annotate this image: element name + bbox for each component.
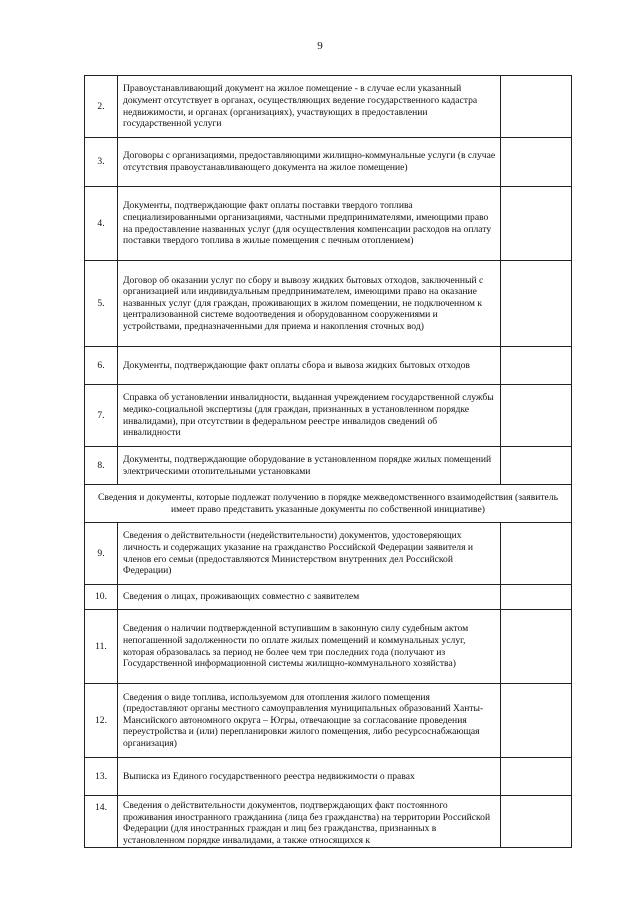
row-number: 5.	[85, 261, 118, 347]
table-row	[85, 684, 572, 758]
row-blank-cell	[501, 758, 572, 796]
documents-table	[84, 75, 572, 848]
row-blank-cell	[501, 261, 572, 347]
page-number: 9	[317, 40, 323, 52]
table-row	[85, 385, 572, 447]
table-row	[85, 523, 572, 585]
row-number: 4.	[85, 187, 118, 261]
row-number: 11.	[85, 610, 118, 684]
row-blank-cell	[501, 347, 572, 385]
table-row	[85, 585, 572, 610]
table-row	[85, 261, 572, 347]
row-blank-cell	[501, 447, 572, 485]
table-row	[85, 610, 572, 684]
table-row	[85, 76, 572, 138]
row-text: Документы, подтверждающие оборудование в установленном порядке жилых помещений электрическими отопительными установками	[118, 447, 501, 485]
row-text: Документы, подтверждающие факт оплаты поставки твердого топлива специализированными организациями, частными предпринимателями, имеющими право на предоставление названных услуг (для осуществления компенсации расходов на оплату поставки твердого топлива в жилые помещения с печным отоплением)	[118, 187, 501, 261]
row-text: Сведения о действительности (недействительности) документов, удостоверяющих личность и содержащих указание на гражданство Российской Федерации заявителя и членов его семьи (предоставляются Министерством внутренних дел Российской Федерации)	[118, 523, 501, 585]
row-number: 6.	[85, 347, 118, 385]
row-blank-cell	[501, 138, 572, 187]
table-row	[85, 347, 572, 385]
row-text: Договоры с организациями, предоставляющими жилищно-коммунальные услуги (в случае отсутствия правоустанавливающего документа на жилое помещение)	[118, 138, 501, 187]
row-number: 9.	[85, 523, 118, 585]
row-text: Документы, подтверждающие факт оплаты сбора и вывоза жидких бытовых отходов	[118, 347, 501, 385]
row-blank-cell	[501, 585, 572, 610]
table-row	[85, 187, 572, 261]
row-text: Сведения о наличии подтвержденной вступившим в законную силу судебным актом непогашенной задолженности по оплате жилых помещений и коммунальных услуг, которая образовалась за период не более чем три последних года (получают из Государственной информационной системы жилищно-коммунального хозяйства)	[118, 610, 501, 684]
row-blank-cell	[501, 76, 572, 138]
row-text: Сведения о лицах, проживающих совместно с заявителем	[118, 585, 501, 610]
row-blank-cell	[501, 187, 572, 261]
row-blank-cell	[501, 684, 572, 758]
row-blank-cell	[501, 610, 572, 684]
row-blank-cell	[501, 796, 572, 848]
row-text: Договор об оказании услуг по сбору и вывозу жидких бытовых отходов, заключенный с организацией или индивидуальным предпринимателем, имеющими право на оказание названных услуг (для граждан, проживающих в жилом помещении, не подключенном к централизованной системе водоотведения и оборудованном сооружениями и устройствами, предназначенными для приема и накопления сточных вод)	[118, 261, 501, 347]
row-number: 3.	[85, 138, 118, 187]
row-number: 12.	[85, 684, 118, 758]
row-blank-cell	[501, 523, 572, 585]
row-text: Выписка из Единого государственного реестра недвижимости о правах	[118, 758, 501, 796]
table-row	[85, 796, 572, 848]
table-row	[85, 138, 572, 187]
row-text: Сведения о действительности документов, подтверждающих факт постоянного проживания иностранного гражданина (лица без гражданства) на территории Российской Федерации (для иностранных граждан и лиц без гражданства, признанных в установленном порядке инвалидами, а также относящихся к	[118, 796, 501, 848]
row-number: 13.	[85, 758, 118, 796]
section-header: Сведения и документы, которые подлежат получению в порядке межведомственного взаимодействия (заявитель имеет право представить указанные документы по собственной инициативе)	[85, 485, 572, 523]
section-header-row	[85, 485, 572, 523]
row-number: 2.	[85, 76, 118, 138]
row-text: Сведения о виде топлива, используемом для отопления жилого помещения (предоставляют органы местного самоуправления муниципальных образований Ханты-Мансийского автономного округа – Югры, отвечающие за согласование проведения переустройства и (или) перепланировки жилого помещения, либо ресурсоснабжающая организация)	[118, 684, 501, 758]
row-number: 7.	[85, 385, 118, 447]
row-number: 10.	[85, 585, 118, 610]
table-row	[85, 447, 572, 485]
row-number: 14.	[85, 796, 118, 848]
row-blank-cell	[501, 385, 572, 447]
row-text: Справка об установлении инвалидности, выданная учреждением государственной службы медико-социальной экспертизы (для граждан, признанных в установленном порядке инвалидами), при отсутствии в федеральном реестре инвалидов сведений об инвалидности	[118, 385, 501, 447]
row-number: 8.	[85, 447, 118, 485]
table-row	[85, 758, 572, 796]
row-text: Правоустанавливающий документ на жилое помещение - в случае если указанный документ отсутствует в органах, осуществляющих ведение государственного кадастра недвижимости, и органах (организациях), участвующих в предоставлении государственной услуги	[118, 76, 501, 138]
